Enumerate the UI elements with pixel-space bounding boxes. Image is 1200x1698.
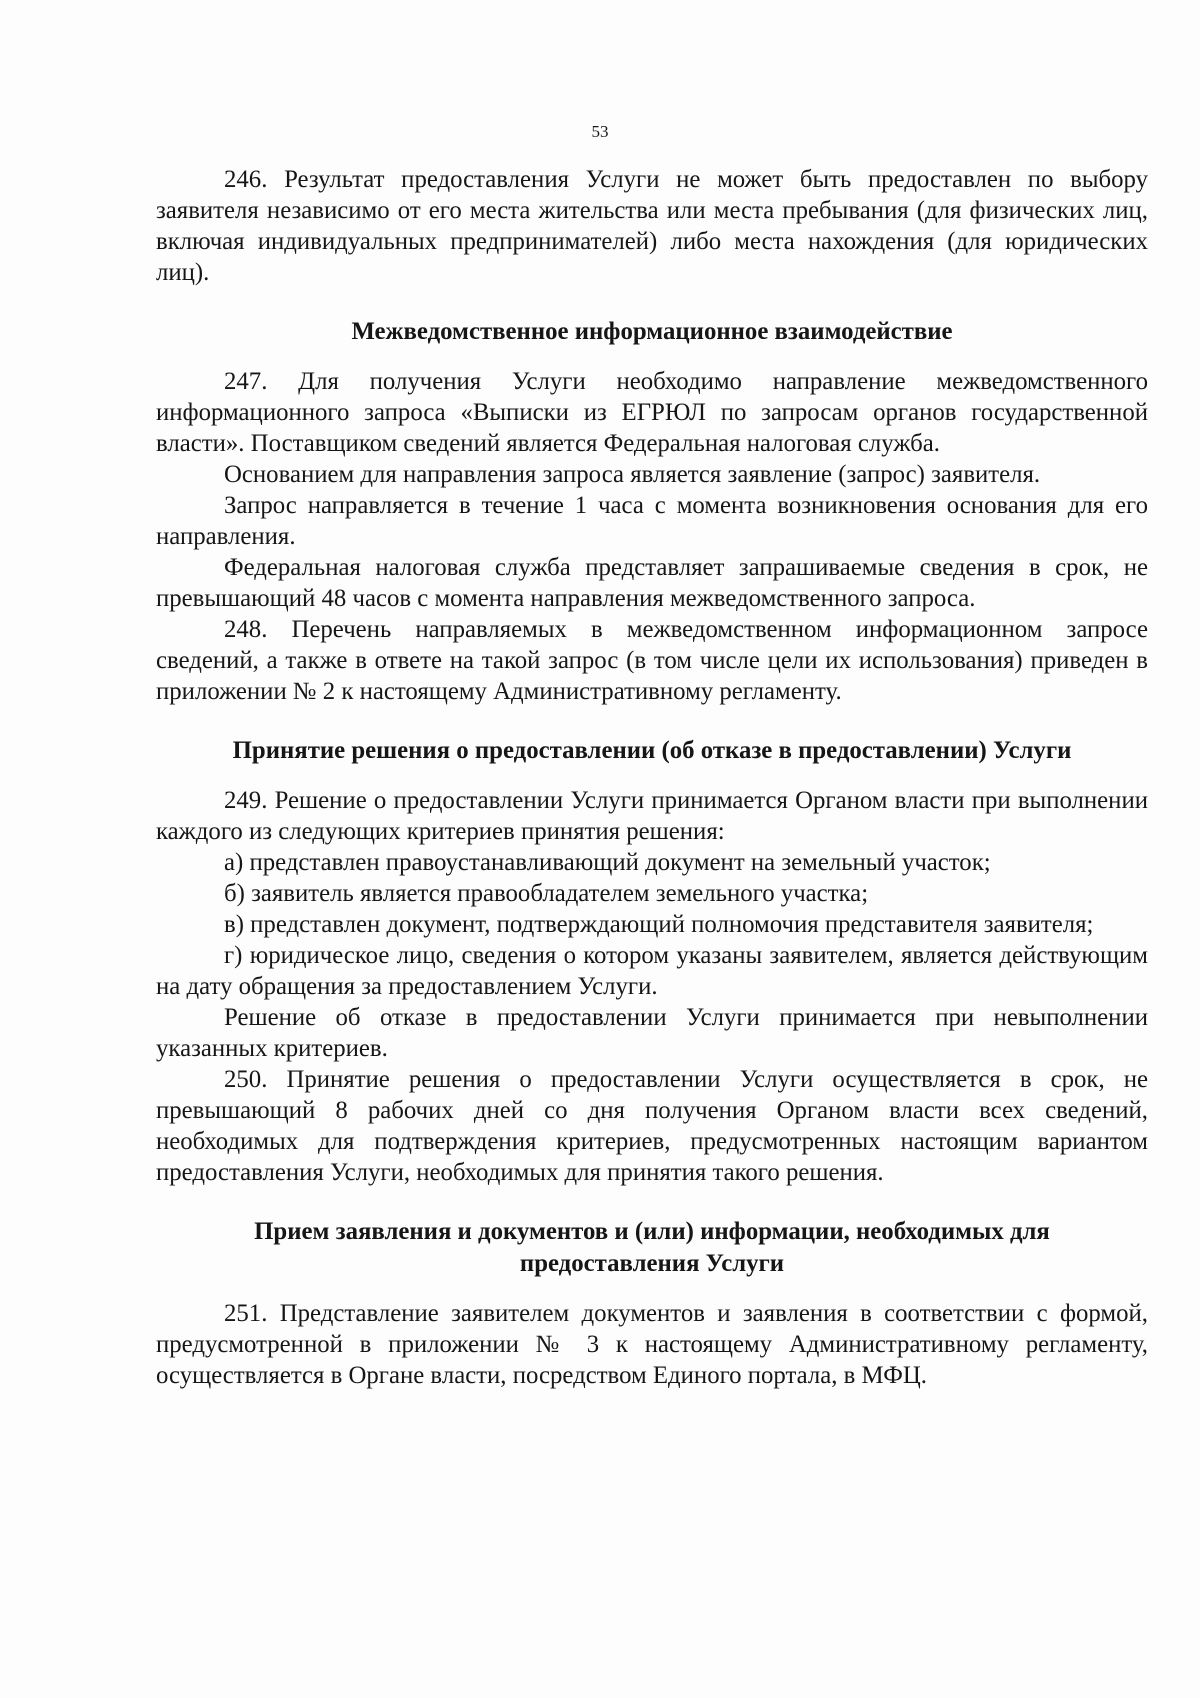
document-body — [156, 164, 1148, 1391]
paragraph-246: 246. Результат предоставления Услуги не может быть предоставлен по выбору заявителя независимо от его места жительства или места пребывания (для физических лиц, включая индивидуальных предпринимателей) либо места нахождения (для юридических лиц). — [156, 166, 1148, 286]
section-heading-line-1: Прием заявления и документов и (или) информации, необходимых для — [254, 1218, 1050, 1245]
paragraph-250: 250. Принятие решения о предоставлении Услуги осуществляется в срок, не превышающий 8 рабочих дней со дня получения Органом власти всех сведений, необходимых для подтверждения критериев, предусмотренных настоящим вариантом предоставления Услуги, необходимых для принятия такого решения. — [156, 1066, 1148, 1186]
paragraph-refusal: Решение об отказе в предоставлении Услуги принимается при невыполнении указанных критериев. — [156, 1004, 1148, 1062]
criterion-g: г) юридическое лицо, сведения о котором указаны заявителем, является действующим на дату обращения за предоставлением Услуги. — [156, 942, 1148, 1000]
paragraph-request-basis: Основанием для направления запроса является заявление (запрос) заявителя. — [224, 461, 1041, 488]
criterion-b: б) заявитель является правообладателем земельного участка; — [224, 880, 869, 907]
paragraph-request-timing: Запрос направляется в течение 1 часа с момента возникновения основания для его направления. — [156, 492, 1148, 550]
section-heading-decision: Принятие решения о предоставлении (об отказе в предоставлении) Услуги — [232, 737, 1072, 764]
criterion-v: в) представлен документ, подтверждающий полномочия представителя заявителя; — [224, 911, 1094, 938]
criterion-a: а) представлен правоустанавливающий документ на земельный участок; — [224, 849, 991, 876]
section-heading-line-2: предоставления Услуги — [519, 1250, 785, 1277]
paragraph-249: 249. Решение о предоставлении Услуги принимается Органом власти при выполнении каждого из следующих критериев принятия решения: — [156, 787, 1148, 845]
paragraph-tax-service-deadline: Федеральная налоговая служба представляет запрашиваемые сведения в срок, не превышающий 48 часов с момента направления межведомственного запроса. — [156, 554, 1148, 612]
section-heading-application-intake — [156, 1216, 1148, 1280]
paragraph-247: 247. Для получения Услуги необходимо направление межведомственного информационного запроса «Выписки из ЕГРЮЛ по запросам органов государственной власти». Поставщиком сведений является Федеральная налоговая служба. — [156, 368, 1148, 457]
paragraph-248: 248. Перечень направляемых в межведомственном информационном запросе сведений, а также в ответе на такой запрос (в том числе цели их использования) приведен в приложении № 2 к настоящему Административному регламенту. — [156, 616, 1148, 705]
paragraph-251: 251. Представление заявителем документов и заявления в соответствии с формой, предусмотренной в приложении № 3 к настоящему Административному регламенту, осуществляется в Органе власти, посредством Единого портала, в МФЦ. — [156, 1300, 1148, 1389]
section-heading-interagency: Межведомственное информационное взаимодействие — [351, 318, 953, 345]
page-number: 53 — [591, 122, 609, 141]
